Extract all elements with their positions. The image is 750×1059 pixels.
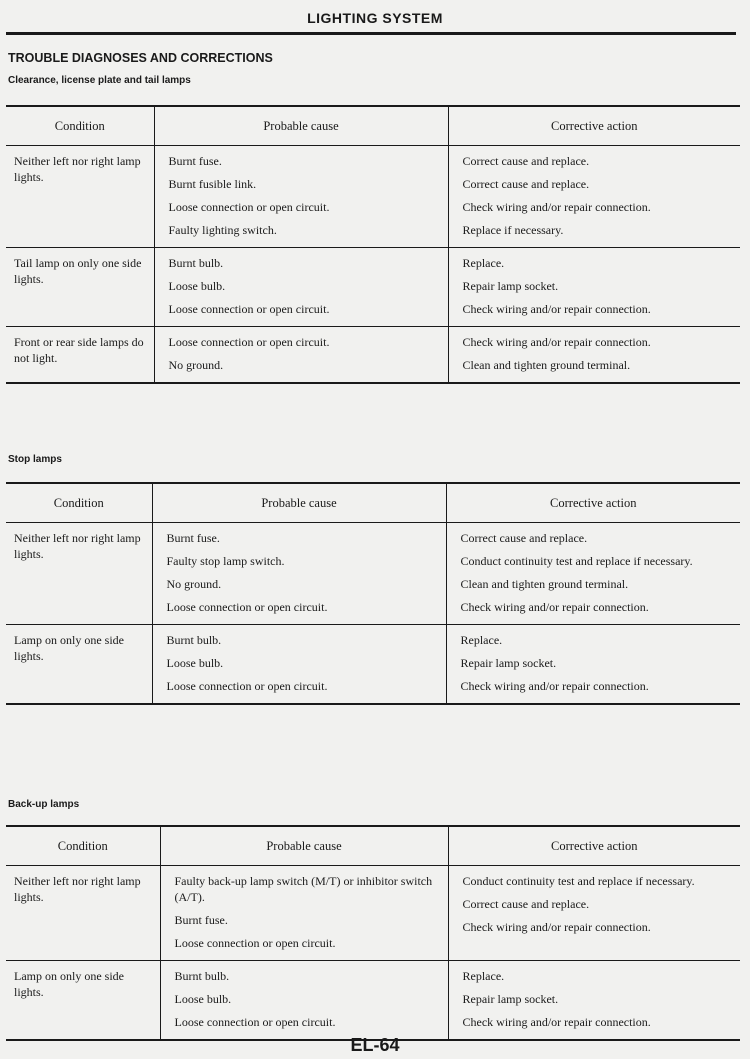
action-text: Check wiring and/or repair connection. — [462, 920, 651, 934]
action-text: Check wiring and/or repair connection. — [462, 200, 651, 214]
table-row — [6, 248, 740, 327]
header-rule — [6, 32, 736, 35]
table-row — [6, 625, 740, 705]
cause-text: Burnt bulb. — [168, 256, 224, 270]
column-header-condition: Condition — [6, 826, 160, 866]
cause-text: No ground. — [166, 577, 222, 591]
action-text: Replace. — [460, 633, 503, 647]
column-header-cause: Probable cause — [154, 106, 448, 146]
table-backup-lamps — [6, 825, 740, 1041]
condition-cell: Lamp on only one side lights. — [6, 961, 160, 1041]
action-text: Check wiring and/or repair connection. — [462, 1015, 651, 1029]
action-text: Correct cause and replace. — [462, 154, 590, 168]
cause-cell — [160, 866, 448, 961]
action-text: Clean and tighten ground terminal. — [460, 577, 629, 591]
cause-text: Loose connection or open circuit. — [166, 600, 328, 614]
cause-text: Faulty stop lamp switch. — [166, 554, 285, 568]
action-text: Check wiring and/or repair connection. — [460, 600, 649, 614]
action-text: Correct cause and replace. — [462, 897, 590, 911]
cause-text: Loose connection or open circuit. — [168, 200, 330, 214]
table-header-row — [6, 483, 740, 523]
condition-cell: Neither left nor right lamp lights. — [6, 146, 154, 248]
column-header-action: Corrective action — [448, 826, 740, 866]
cause-text: No ground. — [168, 358, 224, 372]
column-header-condition: Condition — [6, 483, 152, 523]
cause-text: Loose connection or open circuit. — [168, 335, 330, 349]
cause-text: Loose connection or open circuit. — [166, 679, 328, 693]
table-row — [6, 523, 740, 625]
cause-text: Loose connection or open circuit. — [174, 1015, 336, 1029]
table-row — [6, 866, 740, 961]
column-header-condition: Condition — [6, 106, 154, 146]
table-row — [6, 961, 740, 1041]
action-text: Repair lamp socket. — [462, 992, 559, 1006]
cause-text: Burnt bulb. — [166, 633, 222, 647]
cause-text: Loose bulb. — [166, 656, 224, 670]
cause-cell — [154, 146, 448, 248]
action-cell — [448, 866, 740, 961]
action-text: Correct cause and replace. — [462, 177, 590, 191]
action-cell — [448, 961, 740, 1041]
cause-text: Loose bulb. — [168, 279, 226, 293]
column-header-action: Corrective action — [446, 483, 740, 523]
action-cell — [448, 327, 740, 384]
cause-text: Burnt fuse. — [168, 154, 222, 168]
action-text: Check wiring and/or repair connection. — [462, 302, 651, 316]
cause-text: Loose bulb. — [174, 992, 232, 1006]
cause-text: Burnt fusible link. — [168, 177, 257, 191]
table-clearance-lamps — [6, 105, 740, 384]
cause-text: Loose connection or open circuit. — [174, 936, 336, 950]
action-text: Conduct continuity test and replace if necessary. — [460, 554, 693, 568]
table-row — [6, 146, 740, 248]
table-header-row — [6, 826, 740, 866]
cause-cell — [154, 327, 448, 384]
cause-text: Faulty back-up lamp switch (M/T) or inhibitor switch (A/T). — [174, 874, 433, 904]
action-text: Conduct continuity test and replace if necessary. — [462, 874, 695, 888]
cause-text: Burnt fuse. — [166, 531, 220, 545]
condition-cell: Front or rear side lamps do not light. — [6, 327, 154, 384]
section-title-backup-lamps: Back-up lamps — [8, 799, 80, 810]
action-text: Replace if necessary. — [462, 223, 564, 237]
action-cell — [446, 625, 740, 705]
condition-cell: Lamp on only one side lights. — [6, 625, 152, 705]
cause-cell — [152, 625, 446, 705]
section-title-stop-lamps: Stop lamps — [8, 454, 62, 465]
column-header-cause: Probable cause — [160, 826, 448, 866]
cause-text: Burnt fuse. — [174, 913, 228, 927]
action-text: Check wiring and/or repair connection. — [460, 679, 649, 693]
action-text: Clean and tighten ground terminal. — [462, 358, 631, 372]
page-header-title: LIGHTING SYSTEM — [307, 10, 443, 26]
cause-text: Loose connection or open circuit. — [168, 302, 330, 316]
action-text: Repair lamp socket. — [462, 279, 559, 293]
document-title: TROUBLE DIAGNOSES AND CORRECTIONS — [8, 51, 273, 65]
action-cell — [448, 248, 740, 327]
action-cell — [448, 146, 740, 248]
cause-cell — [152, 523, 446, 625]
action-text: Repair lamp socket. — [460, 656, 557, 670]
table-stop-lamps — [6, 482, 740, 705]
action-text: Correct cause and replace. — [460, 531, 588, 545]
table-header-row — [6, 106, 740, 146]
cause-cell — [160, 961, 448, 1041]
action-cell — [446, 523, 740, 625]
condition-cell: Tail lamp on only one side lights. — [6, 248, 154, 327]
cause-cell — [154, 248, 448, 327]
section-title-clearance-lamps: Clearance, license plate and tail lamps — [8, 75, 191, 86]
condition-cell: Neither left nor right lamp lights. — [6, 866, 160, 961]
action-text: Replace. — [462, 969, 505, 983]
cause-text: Burnt bulb. — [174, 969, 230, 983]
column-header-action: Corrective action — [448, 106, 740, 146]
cause-text: Faulty lighting switch. — [168, 223, 277, 237]
condition-cell: Neither left nor right lamp lights. — [6, 523, 152, 625]
page-number: EL-64 — [350, 1035, 400, 1055]
action-text: Replace. — [462, 256, 505, 270]
table-row — [6, 327, 740, 384]
action-text: Check wiring and/or repair connection. — [462, 335, 651, 349]
column-header-cause: Probable cause — [152, 483, 446, 523]
